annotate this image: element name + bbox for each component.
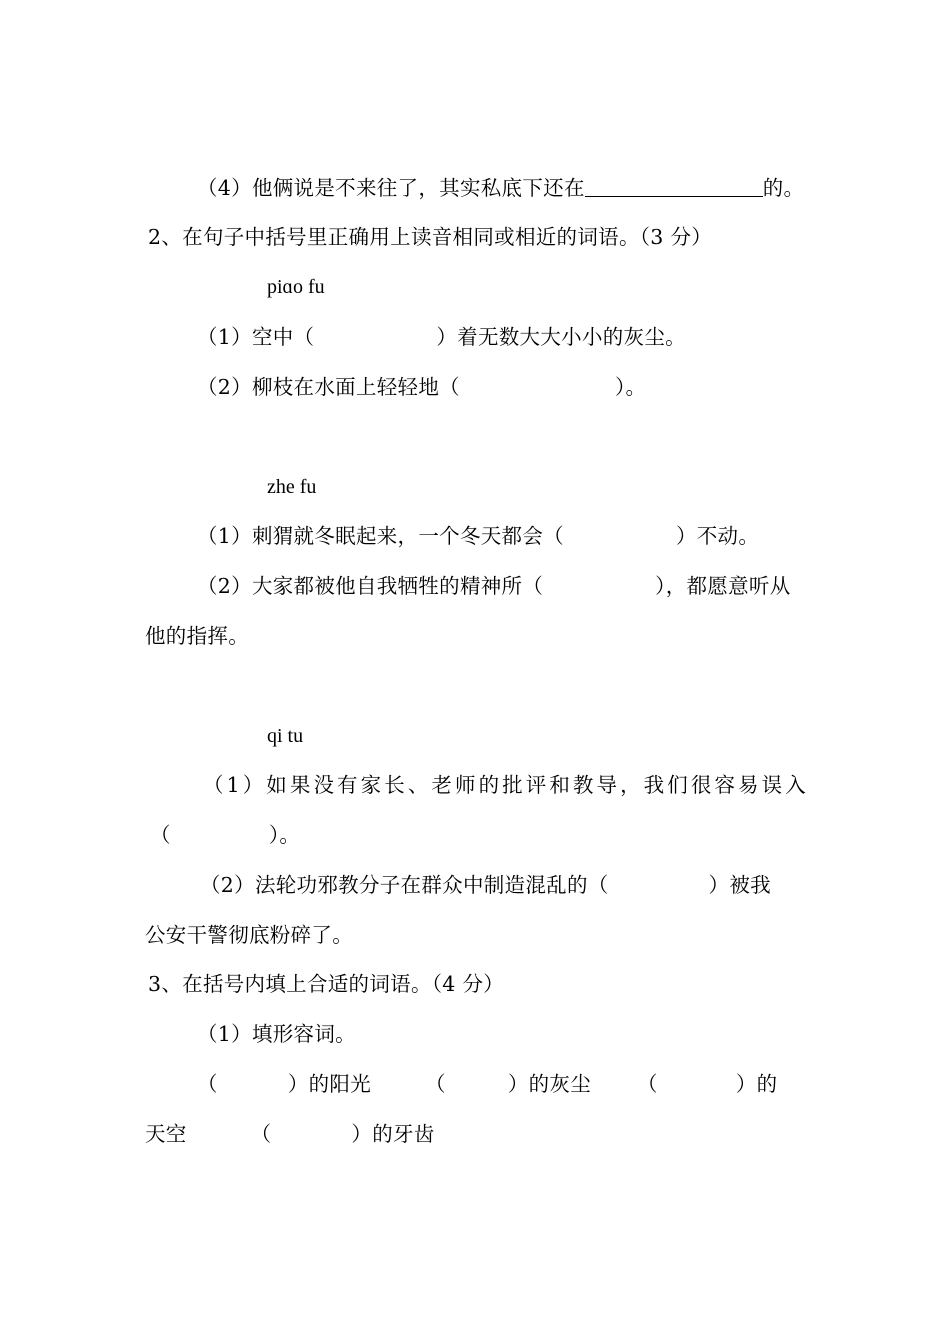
q2-group3-item2-suffix: ）被我 (708, 873, 771, 897)
q2-group1-item2 (197, 374, 646, 400)
q2-group1-item1 (197, 324, 686, 350)
q1-item-4 (197, 174, 804, 201)
q2-group2-pinyin: zhe fu (267, 476, 317, 498)
q2-group1-pinyin: piɑo fu (267, 276, 325, 298)
q1-item-4-suffix: 的。 (762, 176, 805, 200)
q2-group3-item1-continuation (150, 822, 300, 848)
q3-row1-open-2: （ (425, 1072, 446, 1096)
q2-group2-item1-prefix: （1）刺猬就冬眠起来，一个冬天都会（ (197, 524, 564, 548)
q2-group1-item2-suffix: ）。 (614, 375, 647, 399)
q2-group2-item1-suffix: ）不动。 (675, 524, 760, 548)
q3-row2-open: （ (250, 1122, 272, 1146)
q2-group3-item2-prefix: （2）法轮功邪教分子在群众中制造混乱的（ (200, 873, 609, 897)
q2-title: 2、在句子中括号里正确用上读音相同或相近的词语。（3 分） (148, 225, 713, 249)
q3-title: 3、在括号内填上合适的词语。（4 分） (148, 972, 505, 996)
q3-row1-open-3: （ (637, 1072, 658, 1096)
q2-group2-item2-suffix: ），都愿意听从 (655, 574, 791, 598)
q2-group3-item1-open-paren: （ (150, 823, 171, 847)
q2-group2-item1 (197, 523, 759, 549)
q2-group2-item2-continuation: 他的指挥。 (145, 624, 249, 648)
q2-group3-pinyin: qi tu (267, 725, 304, 747)
q3-sub1: （1）填形容词。 (197, 1022, 356, 1046)
q2-group1-item2-prefix: （2）柳枝在水面上轻轻地（ (197, 375, 460, 399)
q1-item-4-blank[interactable] (585, 174, 763, 197)
q3-row2-start: 天空 (145, 1122, 187, 1146)
q2-group3-item1-close-paren: ）。 (268, 823, 301, 847)
q3-row1 (197, 1071, 777, 1097)
q3-row1-open-1: （ (197, 1072, 218, 1096)
q2-group3-item2-continuation: 公安干警彻底粉碎了。 (145, 923, 353, 947)
q3-row1-close-2: ）的灰尘 (507, 1072, 592, 1096)
q3-row1-close-3: ）的 (735, 1072, 778, 1096)
q3-row1-close-1: ）的阳光 (287, 1072, 372, 1096)
q2-group2-item2-prefix: （2）大家都被他自我牺牲的精神所（ (197, 574, 544, 598)
q2-group1-item1-prefix: （1）空中（ (197, 325, 315, 349)
q2-group1-item1-suffix: ）着无数大大小小的灰尘。 (436, 325, 686, 349)
q2-group3-item1: （1）如果没有家长、老师的批评和教导，我们很容易误入 (203, 773, 806, 797)
q1-item-4-prefix: （4）他俩说是不来往了，其实私底下还在 (197, 176, 585, 200)
q3-row2 (145, 1121, 435, 1147)
q3-row2-close: ）的牙齿 (351, 1122, 435, 1146)
q2-group3-item2 (200, 872, 771, 898)
q2-group2-item2 (197, 573, 791, 599)
